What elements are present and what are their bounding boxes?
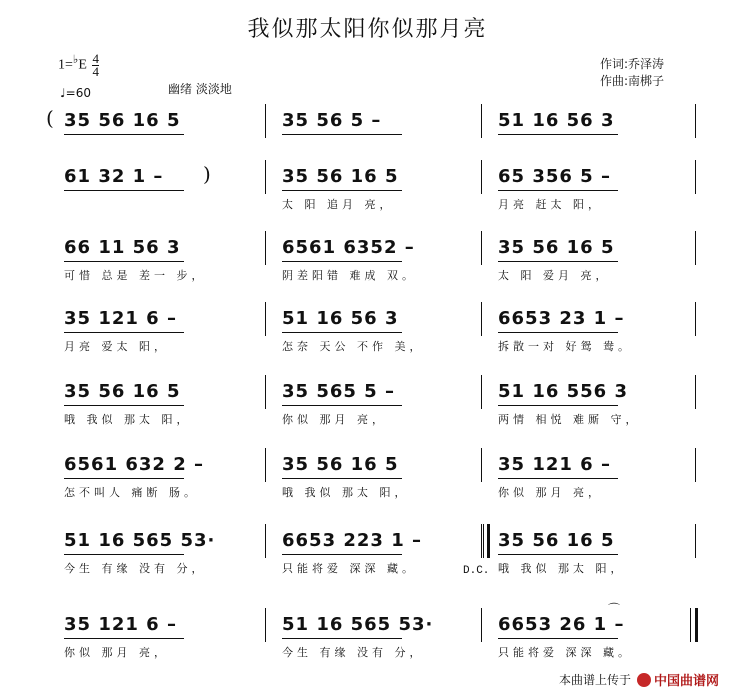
site-logo[interactable] <box>637 670 719 689</box>
beam-line <box>64 190 184 191</box>
measure-notes: 35 56 16 5 <box>64 381 181 402</box>
barline <box>481 104 482 138</box>
beam-line <box>498 261 618 262</box>
flat-sign: ♭ <box>72 53 79 66</box>
beam-line <box>282 261 402 262</box>
measure-notes: 35 121 6 – <box>64 614 177 635</box>
barline <box>481 231 482 265</box>
beam-line <box>64 638 184 639</box>
beam-line <box>282 638 402 639</box>
measure-lyrics: 哦 我似 那太 阳， <box>282 486 410 499</box>
key-tonic: E <box>78 57 87 73</box>
barline <box>481 524 482 558</box>
barline <box>695 448 696 482</box>
beam-line <box>282 190 402 191</box>
barline <box>481 375 482 409</box>
time-numerator: 4 <box>92 50 99 66</box>
beam-line <box>282 332 402 333</box>
measure-lyrics: 月亮 赶太 阳， <box>498 198 603 211</box>
time-signature <box>92 50 99 79</box>
barline <box>265 524 266 558</box>
key-signature <box>58 52 99 78</box>
barline <box>265 160 266 194</box>
barline <box>695 524 696 558</box>
beam-line <box>498 478 618 479</box>
measure-notes: 6561 6352 – <box>282 237 415 258</box>
barline <box>265 231 266 265</box>
measure-notes: 35 121 6 – <box>498 454 611 475</box>
beam-line <box>64 332 184 333</box>
barline <box>695 104 696 138</box>
time-denominator: 4 <box>92 63 99 79</box>
barline <box>481 448 482 482</box>
measure-notes: 35 56 16 5 <box>282 166 399 187</box>
barline <box>695 231 696 265</box>
measure-notes: 6653 23 1 – <box>498 308 625 329</box>
measure-notes: 51 16 56 3 <box>282 308 399 329</box>
barline <box>265 104 266 138</box>
measure-notes: 51 16 56 3 <box>498 110 615 131</box>
barline <box>265 448 266 482</box>
footer <box>559 670 719 689</box>
expression-marking: 幽绪 淡淡地 <box>168 82 232 96</box>
measure-lyrics: 今生 有缘 没有 分， <box>64 562 207 575</box>
beam-line <box>498 190 618 191</box>
measure-notes: 35 56 16 5 <box>64 110 181 131</box>
barline <box>695 160 696 194</box>
beam-line <box>64 134 184 135</box>
measure-lyrics: 只能将爱 深深 藏。 <box>498 646 633 659</box>
repeat-barline <box>487 524 490 558</box>
measure-notes: 35 565 5 – <box>282 381 395 402</box>
barline <box>265 302 266 336</box>
measure-lyrics: 哦 我似 那太 阳， <box>498 562 626 575</box>
beam-line <box>64 405 184 406</box>
barline <box>265 375 266 409</box>
song-title: 我似那太阳你似那月亮 <box>247 17 488 42</box>
measure-lyrics: 你似 那月 亮， <box>498 486 603 499</box>
beam-line <box>498 638 618 639</box>
beam-line <box>498 405 618 406</box>
measure-lyrics: 阴差阳错 难成 双。 <box>282 269 417 282</box>
beam-line <box>282 405 402 406</box>
measure-notes: 65 356 5 – <box>498 166 611 187</box>
measure-lyrics: 太 阳 追月 亮， <box>282 198 395 211</box>
footer-text: 本曲谱上传于 <box>558 673 631 687</box>
beam-line <box>64 554 184 555</box>
key-label: 1= <box>58 57 73 73</box>
beam-line <box>498 554 618 555</box>
measure-notes: 35 56 16 5 <box>498 530 615 551</box>
measure-notes: 51 16 565 53· <box>282 614 434 635</box>
composer: 作曲:南梆子 <box>600 74 665 88</box>
credits <box>600 56 664 90</box>
tempo-marking: ♩=60 <box>60 86 91 100</box>
measure-lyrics: 你似 那月 亮， <box>282 413 387 426</box>
repeat-barline <box>483 524 484 558</box>
measure-lyrics: 怎不叫人 痛断 肠。 <box>64 486 199 499</box>
measure-notes: 35 56 16 5 <box>498 237 615 258</box>
measure-notes: 35 56 16 5 <box>282 454 399 475</box>
logo-text: 中国曲谱网 <box>653 674 719 689</box>
measure-lyrics: 今生 有缘 没有 分， <box>282 646 425 659</box>
lyricist: 作词:乔泽涛 <box>600 57 665 71</box>
measure-lyrics: 两情 相悦 难厮 守， <box>498 413 641 426</box>
barline <box>695 302 696 336</box>
measure-lyrics: 怎奈 天公 不作 美， <box>282 340 425 353</box>
beam-line <box>498 332 618 333</box>
beam-line <box>282 478 402 479</box>
measure-notes: 35 121 6 – <box>64 308 177 329</box>
repeat-open-paren: ( <box>46 106 54 130</box>
measure-notes: 6653 26 1 – <box>498 614 625 635</box>
repeat-close-paren: ) <box>203 162 211 186</box>
barline <box>265 608 266 642</box>
measure-notes: 51 16 565 53· <box>64 530 216 551</box>
measure-lyrics: 拆散一对 好鸳 鸯。 <box>498 340 633 353</box>
final-barline <box>695 608 698 642</box>
beam-line <box>282 554 402 555</box>
measure-notes: 61 32 1 – <box>64 166 164 187</box>
measure-notes: 6561 632 2 – <box>64 454 204 475</box>
measure-notes: 51 16 556 3 <box>498 381 628 402</box>
beam-line <box>64 261 184 262</box>
logo-icon <box>637 673 651 687</box>
fermata-icon: ⌒ <box>608 602 621 616</box>
barline <box>695 375 696 409</box>
measure-lyrics: 你似 那月 亮， <box>64 646 169 659</box>
beam-line <box>282 134 402 135</box>
barline <box>481 160 482 194</box>
barline <box>481 608 482 642</box>
measure-notes: 6653 223 1 – <box>282 530 422 551</box>
barline <box>481 302 482 336</box>
dc-mark: D.C. <box>463 565 490 577</box>
beam-line <box>498 134 618 135</box>
beam-line <box>64 478 184 479</box>
measure-lyrics: 只能将爱 深深 藏。 <box>282 562 417 575</box>
measure-lyrics: 可惜 总是 差一 步， <box>64 269 207 282</box>
measure-lyrics: 太 阳 爱月 亮， <box>498 269 611 282</box>
final-barline-thin <box>690 608 691 642</box>
measure-lyrics: 哦 我似 那太 阳， <box>64 413 192 426</box>
measure-lyrics: 月亮 爱太 阳， <box>64 340 169 353</box>
measure-notes: 35 56 5 – <box>282 110 382 131</box>
measure-notes: 66 11 56 3 <box>64 237 181 258</box>
